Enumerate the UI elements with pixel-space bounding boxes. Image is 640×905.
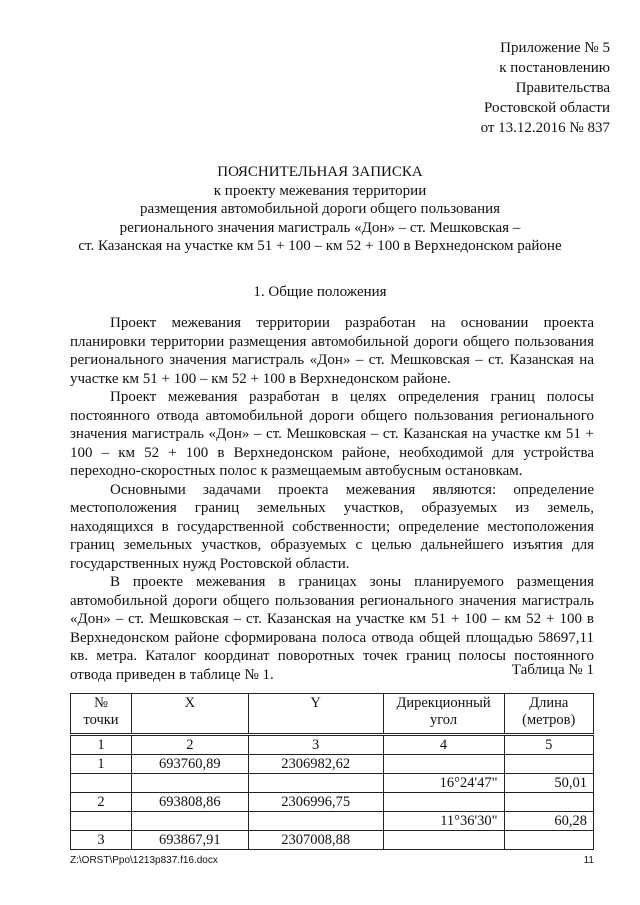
cell-angle xyxy=(383,793,504,812)
appendix-line: Приложение № 5 xyxy=(500,40,610,56)
title-line: размещения автомобильной дороги общего пользования xyxy=(139,201,501,217)
table-row xyxy=(71,774,594,793)
header-line: Y xyxy=(310,695,321,711)
cell-y: 2306996,75 xyxy=(248,793,383,812)
table-row xyxy=(71,793,594,812)
header-point-number xyxy=(71,694,132,735)
table-header-row xyxy=(71,694,594,735)
cell-length xyxy=(504,793,594,812)
cell-angle: 11°36'30" xyxy=(383,812,504,831)
cell-y xyxy=(248,812,383,831)
title-line: к проекту межевания территории xyxy=(213,182,427,199)
header-line: (метров) xyxy=(522,712,576,728)
body-text xyxy=(70,314,594,684)
appendix-line: Правительства xyxy=(515,80,610,96)
page-number: 11 xyxy=(583,855,594,866)
cell-length: 50,01 xyxy=(504,774,594,793)
header-line: Длина xyxy=(529,695,569,711)
cell-point: 1 xyxy=(71,755,132,774)
cell-length: 60,28 xyxy=(504,812,594,831)
appendix-line: к постановлению xyxy=(499,60,610,76)
cell-length xyxy=(504,755,594,774)
table-row xyxy=(71,755,594,774)
appendix-line: от 13.12.2016 № 837 xyxy=(480,120,610,136)
header-line: № xyxy=(94,695,108,711)
cell-x: 693808,86 xyxy=(132,793,249,812)
cell-angle xyxy=(383,831,504,850)
cell-point: 2 xyxy=(71,793,132,812)
table-row xyxy=(71,831,594,850)
cell-point xyxy=(71,812,132,831)
paragraph: В проекте межевания в границах зоны планируемого размещения автомобильной дороги общего пользования регионального значения магистраль «Дон» – ст. Мешковская – ст. Казанская на участке км 51 + 100 – км 52 + 100 в Верхнедонском районе сформирована полоса отвода общей площадью 58697,11 кв. метра. Каталог координат поворотных точек границ полосы постоянного отвода приведен в таблице № 1. xyxy=(70,574,594,683)
column-number-row xyxy=(71,735,594,755)
title-line: регионального значения магистраль «Дон» – ст. Мешковская – xyxy=(119,219,521,236)
cell-x xyxy=(132,812,249,831)
column-number: 2 xyxy=(132,735,249,755)
section-heading: 1. Общие положения xyxy=(253,284,387,300)
cell-angle: 16°24'47" xyxy=(383,774,504,793)
cell-x: 693760,89 xyxy=(132,755,249,774)
table-caption: Таблица № 1 xyxy=(511,662,594,678)
column-number: 4 xyxy=(383,735,504,755)
footer-file-path: Z:\ORST\Ppo\1213p837.f16.docx xyxy=(70,855,218,866)
header-direction-angle xyxy=(383,694,504,735)
cell-x: 693867,91 xyxy=(132,831,249,850)
header-y xyxy=(248,694,383,735)
column-number: 3 xyxy=(248,735,383,755)
paragraph: Проект межевания разработан в целях определения границ полосы постоянного отвода автомобильной дороги общего пользования регионального значения магистраль «Дон» – ст. Мешковская – ст. Казанская на участке км 51 + 100 – км 52 + 100 в Верхнедонском районе, необходимой для устройства переходно-скоростных полос к размещаемым автобусным остановкам. xyxy=(70,389,594,479)
cell-point: 3 xyxy=(71,831,132,850)
title-line: ПОЯСНИТЕЛЬНАЯ ЗАПИСКА xyxy=(217,164,423,180)
appendix-line: Ростовской области xyxy=(484,100,610,116)
cell-y xyxy=(248,774,383,793)
cell-angle xyxy=(383,755,504,774)
header-length xyxy=(504,694,594,735)
title-line: ст. Казанская на участке км 51 + 100 – км 52 + 100 в Верхнедонском районе xyxy=(78,238,562,254)
cell-length xyxy=(504,831,594,850)
header-x xyxy=(132,694,249,735)
column-number: 1 xyxy=(71,735,132,755)
coordinates-table xyxy=(70,693,594,850)
cell-point xyxy=(71,774,132,793)
header-line: точки xyxy=(83,712,119,728)
paragraph: Основными задачами проекта межевания являются: определение местоположения границ земельных участков, образуемых из земель, находящихся в государственной собственности; определение местоположения границ земельных участков, образуемых с целью дальнейшего изъятия для государственных нужд Ростовской области. xyxy=(70,481,594,572)
table-row xyxy=(71,812,594,831)
header-line: угол xyxy=(429,712,458,728)
appendix-block xyxy=(400,38,610,138)
header-line: Дирекционный xyxy=(396,695,491,711)
column-number: 5 xyxy=(504,735,594,755)
document-title xyxy=(40,163,600,256)
paragraph: Проект межевания территории разработан на основании проекта планировки территории размещения автомобильной дороги общего пользования регионального значения магистраль «Дон» – ст. Мешковская – ст. Казанская на участке км 51 + 100 – км 52 + 100 в Верхнедонском районе. xyxy=(70,315,594,387)
cell-y: 2307008,88 xyxy=(248,831,383,850)
cell-x xyxy=(132,774,249,793)
header-line: X xyxy=(184,695,196,711)
cell-y: 2306982,62 xyxy=(248,755,383,774)
